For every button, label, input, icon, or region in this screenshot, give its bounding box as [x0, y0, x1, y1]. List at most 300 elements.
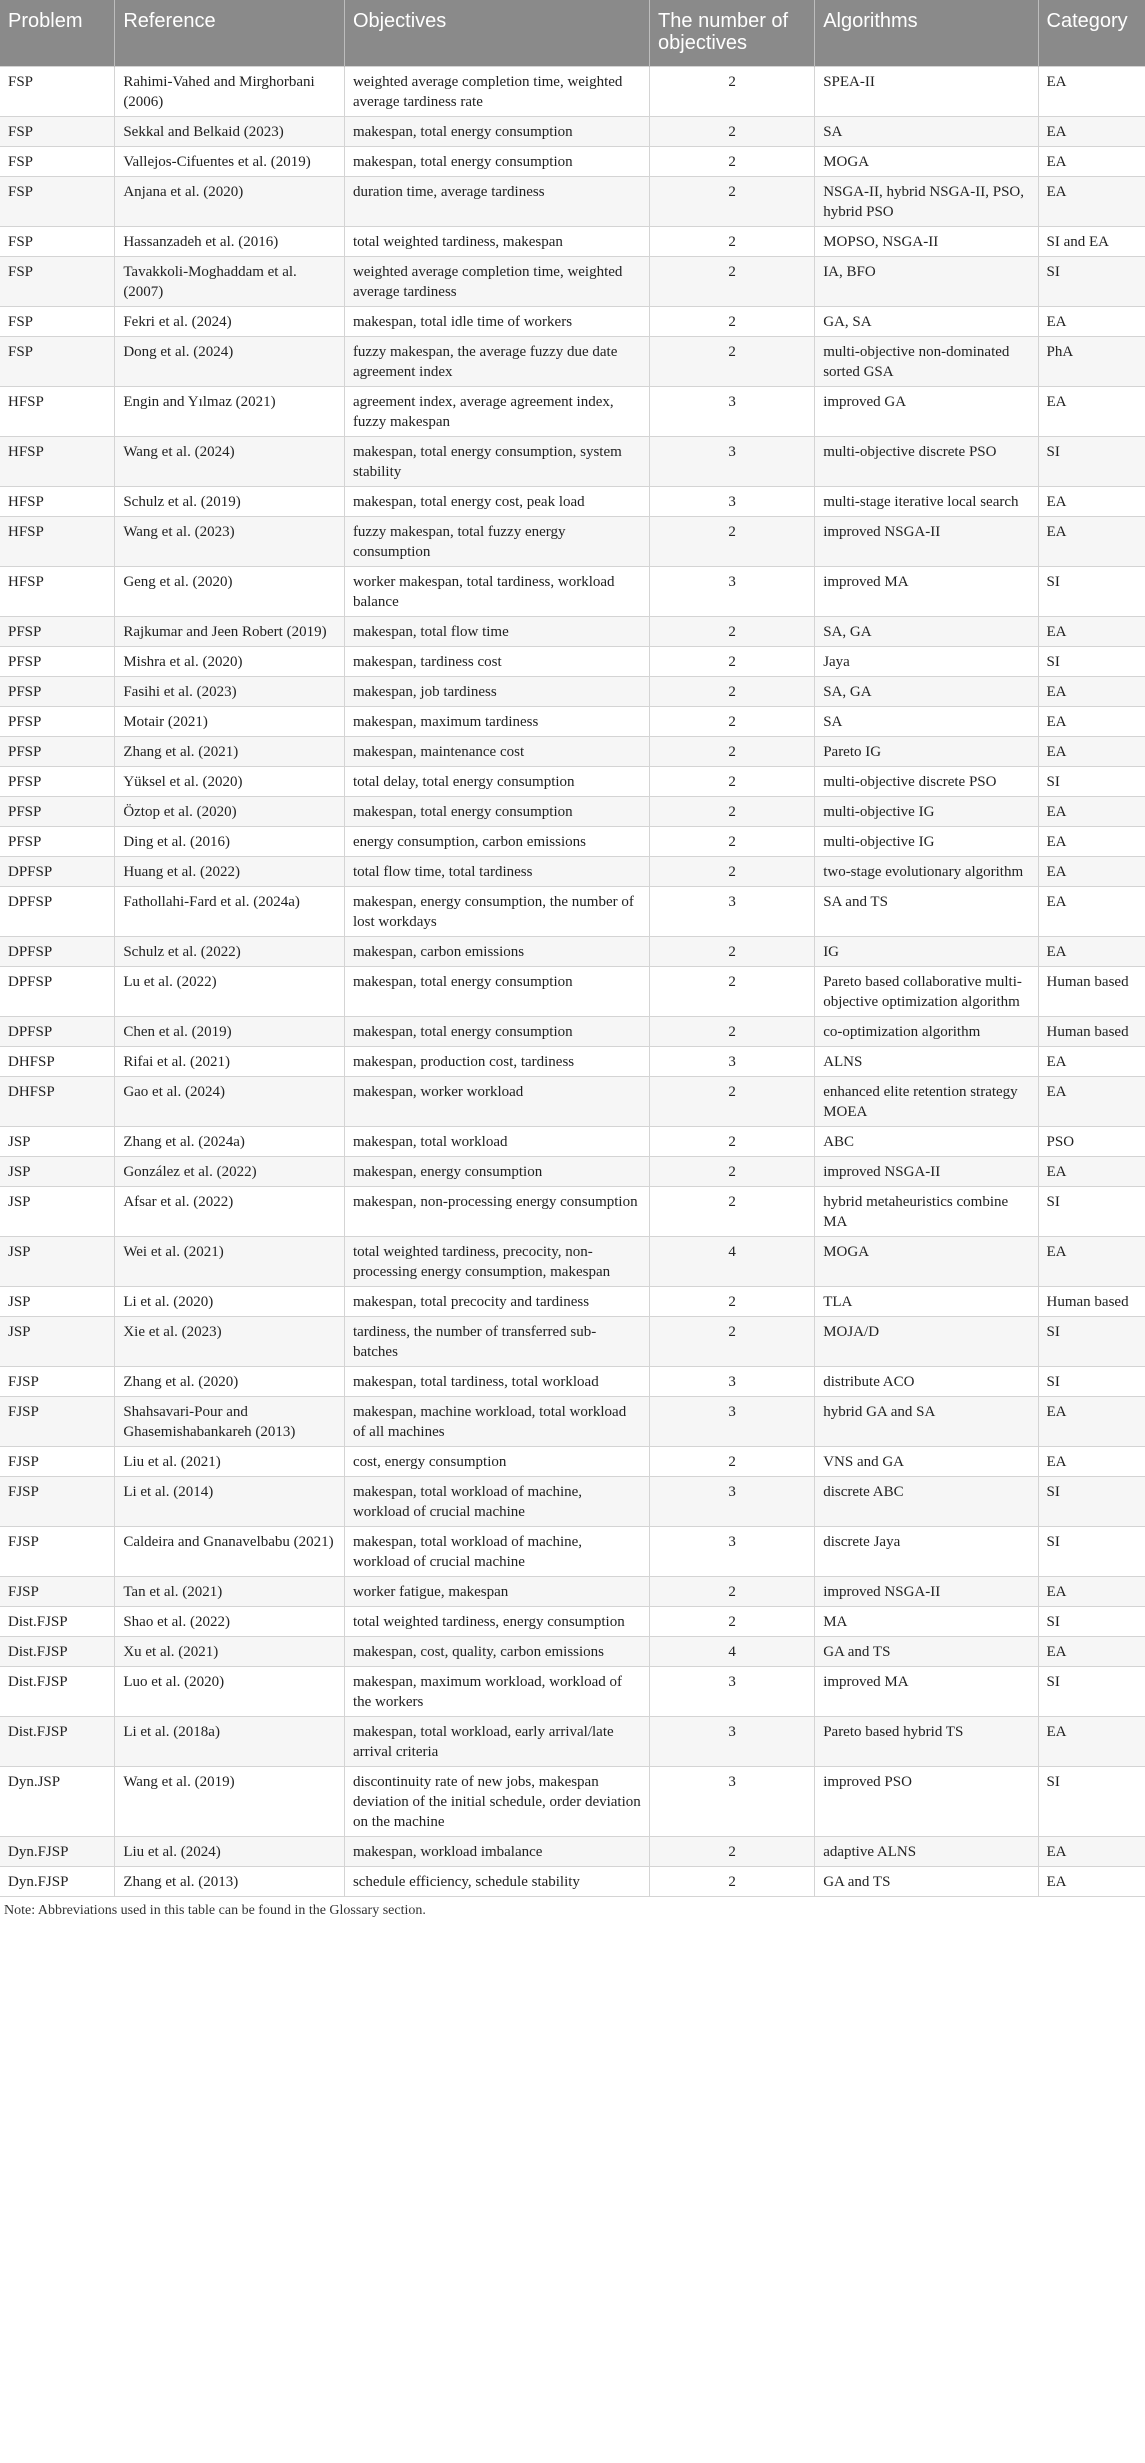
cell-objectives: makespan, job tardiness [344, 676, 649, 706]
cell-objective-count: 2 [650, 676, 815, 706]
header-category: Category [1038, 0, 1145, 66]
cell-objectives: duration time, average tardiness [344, 176, 649, 226]
cell-reference: Schulz et al. (2019) [115, 486, 345, 516]
cell-problem: JSP [0, 1126, 115, 1156]
cell-reference: Rahimi-Vahed and Mirghorbani (2006) [115, 66, 345, 116]
cell-problem: HFSP [0, 436, 115, 486]
table-row [0, 1836, 1145, 1866]
header-number-of-objectives: The number of objectives [650, 0, 815, 66]
cell-objectives: makespan, total workload, early arrival/late arrival criteria [344, 1716, 649, 1766]
table-row [0, 1766, 1145, 1836]
cell-problem: PFSP [0, 796, 115, 826]
cell-category: EA [1038, 936, 1145, 966]
cell-objective-count: 3 [650, 886, 815, 936]
table-row [0, 1526, 1145, 1576]
cell-objectives: makespan, total workload [344, 1126, 649, 1156]
cell-objective-count: 2 [650, 66, 815, 116]
cell-objectives: makespan, total energy consumption, system stability [344, 436, 649, 486]
cell-problem: FSP [0, 226, 115, 256]
cell-objectives: makespan, total energy cost, peak load [344, 486, 649, 516]
cell-problem: DPFSP [0, 966, 115, 1016]
table-row [0, 146, 1145, 176]
cell-category: SI [1038, 1476, 1145, 1526]
cell-algorithms: TLA [815, 1286, 1038, 1316]
cell-objective-count: 2 [650, 336, 815, 386]
cell-reference: Mishra et al. (2020) [115, 646, 345, 676]
table-row [0, 1716, 1145, 1766]
table-row [0, 966, 1145, 1016]
cell-category: SI [1038, 436, 1145, 486]
table-row [0, 1286, 1145, 1316]
cell-category: EA [1038, 516, 1145, 566]
cell-algorithms: multi-stage iterative local search [815, 486, 1038, 516]
cell-objective-count: 4 [650, 1236, 815, 1286]
cell-reference: Sekkal and Belkaid (2023) [115, 116, 345, 146]
cell-category: SI [1038, 1186, 1145, 1236]
cell-problem: FJSP [0, 1396, 115, 1446]
cell-algorithms: GA and TS [815, 1636, 1038, 1666]
cell-problem: JSP [0, 1236, 115, 1286]
cell-objectives: worker makespan, total tardiness, workload balance [344, 566, 649, 616]
cell-reference: Hassanzadeh et al. (2016) [115, 226, 345, 256]
cell-objective-count: 2 [650, 1076, 815, 1126]
cell-algorithms: SPEA-II [815, 66, 1038, 116]
cell-objective-count: 3 [650, 566, 815, 616]
cell-problem: HFSP [0, 566, 115, 616]
cell-algorithms: improved GA [815, 386, 1038, 436]
cell-category: EA [1038, 736, 1145, 766]
cell-objectives: makespan, total energy consumption [344, 966, 649, 1016]
cell-objectives: fuzzy makespan, total fuzzy energy consumption [344, 516, 649, 566]
cell-algorithms: multi-objective IG [815, 826, 1038, 856]
cell-problem: HFSP [0, 486, 115, 516]
cell-category: SI [1038, 1606, 1145, 1636]
cell-objective-count: 2 [650, 826, 815, 856]
cell-reference: Zhang et al. (2021) [115, 736, 345, 766]
cell-problem: PFSP [0, 706, 115, 736]
table-row [0, 1576, 1145, 1606]
cell-problem: FJSP [0, 1576, 115, 1606]
cell-category: Human based [1038, 1286, 1145, 1316]
cell-objective-count: 2 [650, 1316, 815, 1366]
cell-category: SI [1038, 1366, 1145, 1396]
table-row [0, 1016, 1145, 1046]
cell-reference: Wang et al. (2023) [115, 516, 345, 566]
cell-category: Human based [1038, 1016, 1145, 1046]
cell-reference: Schulz et al. (2022) [115, 936, 345, 966]
cell-category: EA [1038, 1716, 1145, 1766]
cell-problem: DHFSP [0, 1076, 115, 1126]
cell-reference: Zhang et al. (2024a) [115, 1126, 345, 1156]
table-row [0, 1636, 1145, 1666]
header-row [0, 0, 1145, 66]
cell-reference: Yüksel et al. (2020) [115, 766, 345, 796]
cell-problem: FSP [0, 336, 115, 386]
cell-objective-count: 2 [650, 226, 815, 256]
table-row [0, 826, 1145, 856]
cell-category: SI [1038, 1526, 1145, 1576]
cell-problem: FSP [0, 116, 115, 146]
cell-category: EA [1038, 706, 1145, 736]
cell-algorithms: Pareto IG [815, 736, 1038, 766]
cell-problem: FJSP [0, 1366, 115, 1396]
table-row [0, 436, 1145, 486]
cell-problem: Dyn.FJSP [0, 1836, 115, 1866]
cell-category: EA [1038, 176, 1145, 226]
cell-reference: Vallejos-Cifuentes et al. (2019) [115, 146, 345, 176]
cell-category: EA [1038, 386, 1145, 436]
cell-objectives: tardiness, the number of transferred sub-batches [344, 1316, 649, 1366]
cell-objectives: weighted average completion time, weighted average tardiness rate [344, 66, 649, 116]
cell-objectives: cost, energy consumption [344, 1446, 649, 1476]
cell-category: EA [1038, 616, 1145, 646]
table-row [0, 886, 1145, 936]
cell-reference: Li et al. (2018a) [115, 1716, 345, 1766]
cell-objective-count: 3 [650, 1766, 815, 1836]
cell-objectives: makespan, total energy consumption [344, 1016, 649, 1046]
cell-algorithms: improved NSGA-II [815, 1156, 1038, 1186]
cell-problem: FJSP [0, 1476, 115, 1526]
cell-objectives: makespan, total flow time [344, 616, 649, 646]
cell-objective-count: 2 [650, 516, 815, 566]
cell-reference: Wang et al. (2024) [115, 436, 345, 486]
cell-algorithms: GA and TS [815, 1866, 1038, 1896]
cell-problem: PFSP [0, 736, 115, 766]
cell-objectives: makespan, maximum tardiness [344, 706, 649, 736]
cell-objectives: makespan, total energy consumption [344, 796, 649, 826]
cell-algorithms: improved MA [815, 1666, 1038, 1716]
cell-objective-count: 2 [650, 146, 815, 176]
cell-objective-count: 2 [650, 1606, 815, 1636]
cell-category: SI [1038, 1316, 1145, 1366]
cell-algorithms: distribute ACO [815, 1366, 1038, 1396]
cell-reference: Motair (2021) [115, 706, 345, 736]
cell-category: Human based [1038, 966, 1145, 1016]
header-problem: Problem [0, 0, 115, 66]
cell-algorithms: SA, GA [815, 616, 1038, 646]
table-row [0, 1866, 1145, 1896]
cell-category: EA [1038, 886, 1145, 936]
cell-problem: Dist.FJSP [0, 1716, 115, 1766]
cell-algorithms: GA, SA [815, 306, 1038, 336]
cell-algorithms: improved NSGA-II [815, 1576, 1038, 1606]
cell-algorithms: adaptive ALNS [815, 1836, 1038, 1866]
table-row [0, 1446, 1145, 1476]
cell-reference: González et al. (2022) [115, 1156, 345, 1186]
cell-category: EA [1038, 1076, 1145, 1126]
cell-problem: Dist.FJSP [0, 1666, 115, 1716]
cell-category: SI [1038, 646, 1145, 676]
cell-category: EA [1038, 66, 1145, 116]
cell-problem: DPFSP [0, 856, 115, 886]
cell-objective-count: 3 [650, 1526, 815, 1576]
cell-algorithms: improved PSO [815, 1766, 1038, 1836]
table-note: Note: Abbreviations used in this table can be found in the Glossary section. [4, 1902, 426, 1918]
cell-objective-count: 2 [650, 856, 815, 886]
cell-category: SI [1038, 766, 1145, 796]
cell-problem: Dist.FJSP [0, 1636, 115, 1666]
cell-objectives: makespan, total tardiness, total workload [344, 1366, 649, 1396]
cell-algorithms: SA, GA [815, 676, 1038, 706]
cell-reference: Engin and Yılmaz (2021) [115, 386, 345, 436]
table-row [0, 256, 1145, 306]
cell-reference: Tavakkoli-Moghaddam et al. (2007) [115, 256, 345, 306]
cell-problem: FSP [0, 146, 115, 176]
cell-reference: Lu et al. (2022) [115, 966, 345, 1016]
table-row [0, 386, 1145, 436]
cell-reference: Fasihi et al. (2023) [115, 676, 345, 706]
cell-reference: Huang et al. (2022) [115, 856, 345, 886]
cell-algorithms: ABC [815, 1126, 1038, 1156]
table-row [0, 1316, 1145, 1366]
table-row [0, 706, 1145, 736]
cell-algorithms: MA [815, 1606, 1038, 1636]
table-row [0, 176, 1145, 226]
cell-algorithms: discrete Jaya [815, 1526, 1038, 1576]
cell-reference: Shao et al. (2022) [115, 1606, 345, 1636]
cell-category: EA [1038, 676, 1145, 706]
cell-algorithms: two-stage evolutionary algorithm [815, 856, 1038, 886]
cell-objectives: makespan, tardiness cost [344, 646, 649, 676]
cell-category: SI [1038, 1666, 1145, 1716]
table-row [0, 306, 1145, 336]
cell-objective-count: 2 [650, 1286, 815, 1316]
cell-objective-count: 2 [650, 116, 815, 146]
cell-objective-count: 2 [650, 306, 815, 336]
cell-algorithms: MOJA/D [815, 1316, 1038, 1366]
cell-algorithms: SA [815, 116, 1038, 146]
cell-algorithms: Pareto based hybrid TS [815, 1716, 1038, 1766]
cell-objectives: makespan, energy consumption [344, 1156, 649, 1186]
cell-objectives: makespan, total workload of machine, workload of crucial machine [344, 1526, 649, 1576]
cell-objectives: total weighted tardiness, energy consumption [344, 1606, 649, 1636]
table-row [0, 66, 1145, 116]
cell-category: EA [1038, 1396, 1145, 1446]
cell-objectives: total delay, total energy consumption [344, 766, 649, 796]
table-row [0, 116, 1145, 146]
cell-algorithms: MOGA [815, 146, 1038, 176]
cell-objective-count: 3 [650, 386, 815, 436]
cell-reference: Luo et al. (2020) [115, 1666, 345, 1716]
cell-category: SI [1038, 566, 1145, 616]
table-row [0, 766, 1145, 796]
cell-reference: Rajkumar and Jeen Robert (2019) [115, 616, 345, 646]
cell-objective-count: 2 [650, 1446, 815, 1476]
cell-problem: JSP [0, 1286, 115, 1316]
table-row [0, 1396, 1145, 1446]
cell-objective-count: 3 [650, 1396, 815, 1446]
table-row [0, 1186, 1145, 1236]
cell-problem: PFSP [0, 676, 115, 706]
cell-reference: Öztop et al. (2020) [115, 796, 345, 826]
cell-objectives: makespan, maximum workload, workload of the workers [344, 1666, 649, 1716]
cell-algorithms: multi-objective discrete PSO [815, 766, 1038, 796]
cell-reference: Ding et al. (2016) [115, 826, 345, 856]
cell-problem: FSP [0, 176, 115, 226]
cell-reference: Liu et al. (2021) [115, 1446, 345, 1476]
cell-problem: PFSP [0, 766, 115, 796]
cell-objectives: total weighted tardiness, precocity, non-processing energy consumption, makespan [344, 1236, 649, 1286]
cell-problem: Dist.FJSP [0, 1606, 115, 1636]
cell-algorithms: IA, BFO [815, 256, 1038, 306]
cell-problem: DPFSP [0, 1016, 115, 1046]
cell-category: EA [1038, 1636, 1145, 1666]
cell-reference: Gao et al. (2024) [115, 1076, 345, 1126]
cell-problem: FSP [0, 306, 115, 336]
cell-algorithms: improved NSGA-II [815, 516, 1038, 566]
cell-reference: Rifai et al. (2021) [115, 1046, 345, 1076]
table-row [0, 646, 1145, 676]
cell-reference: Shahsavari-Pour and Ghasemishabankareh (2013) [115, 1396, 345, 1446]
cell-objective-count: 3 [650, 486, 815, 516]
cell-reference: Chen et al. (2019) [115, 1016, 345, 1046]
cell-objective-count: 2 [650, 256, 815, 306]
cell-problem: FJSP [0, 1446, 115, 1476]
cell-objectives: makespan, energy consumption, the number of lost workdays [344, 886, 649, 936]
cell-category: EA [1038, 116, 1145, 146]
cell-objectives: makespan, total precocity and tardiness [344, 1286, 649, 1316]
cell-category: SI [1038, 256, 1145, 306]
cell-category: EA [1038, 1866, 1145, 1896]
table-row [0, 1126, 1145, 1156]
cell-objective-count: 3 [650, 1476, 815, 1526]
cell-reference: Geng et al. (2020) [115, 566, 345, 616]
cell-objectives: schedule efficiency, schedule stability [344, 1866, 649, 1896]
cell-algorithms: MOGA [815, 1236, 1038, 1286]
cell-problem: HFSP [0, 386, 115, 436]
cell-reference: Wang et al. (2019) [115, 1766, 345, 1836]
table-row [0, 566, 1145, 616]
cell-objective-count: 2 [650, 616, 815, 646]
cell-algorithms: co-optimization algorithm [815, 1016, 1038, 1046]
cell-objectives: agreement index, average agreement index, fuzzy makespan [344, 386, 649, 436]
cell-objective-count: 2 [650, 966, 815, 1016]
table-row [0, 1236, 1145, 1286]
cell-objective-count: 3 [650, 1716, 815, 1766]
cell-objectives: makespan, total idle time of workers [344, 306, 649, 336]
cell-objective-count: 2 [650, 936, 815, 966]
cell-reference: Tan et al. (2021) [115, 1576, 345, 1606]
cell-algorithms: Jaya [815, 646, 1038, 676]
cell-category: EA [1038, 486, 1145, 516]
cell-reference: Fathollahi-Fard et al. (2024a) [115, 886, 345, 936]
header-objectives: Objectives [344, 0, 649, 66]
table-row [0, 676, 1145, 706]
cell-objective-count: 2 [650, 766, 815, 796]
cell-objectives: makespan, maintenance cost [344, 736, 649, 766]
cell-algorithms: ALNS [815, 1046, 1038, 1076]
cell-category: EA [1038, 1576, 1145, 1606]
cell-objectives: makespan, carbon emissions [344, 936, 649, 966]
cell-objective-count: 4 [650, 1636, 815, 1666]
cell-algorithms: multi-objective non-dominated sorted GSA [815, 336, 1038, 386]
cell-category: PhA [1038, 336, 1145, 386]
cell-objectives: makespan, worker workload [344, 1076, 649, 1126]
cell-objectives: makespan, workload imbalance [344, 1836, 649, 1866]
cell-objectives: makespan, non-processing energy consumption [344, 1186, 649, 1236]
cell-problem: FSP [0, 66, 115, 116]
cell-problem: PFSP [0, 646, 115, 676]
cell-objectives: discontinuity rate of new jobs, makespan deviation of the initial schedule, order deviation on the machine [344, 1766, 649, 1836]
table-row [0, 1076, 1145, 1126]
cell-objective-count: 2 [650, 646, 815, 676]
cell-algorithms: IG [815, 936, 1038, 966]
cell-category: SI and EA [1038, 226, 1145, 256]
table-row [0, 936, 1145, 966]
cell-algorithms: hybrid GA and SA [815, 1396, 1038, 1446]
cell-category: EA [1038, 1236, 1145, 1286]
cell-algorithms: Pareto based collaborative multi-objective optimization algorithm [815, 966, 1038, 1016]
cell-objectives: worker fatigue, makespan [344, 1576, 649, 1606]
cell-algorithms: discrete ABC [815, 1476, 1038, 1526]
cell-objective-count: 2 [650, 1836, 815, 1866]
table-row [0, 1366, 1145, 1396]
cell-algorithms: improved MA [815, 566, 1038, 616]
table-row [0, 1606, 1145, 1636]
table-row [0, 1666, 1145, 1716]
table-row [0, 1046, 1145, 1076]
cell-objective-count: 3 [650, 1046, 815, 1076]
cell-objective-count: 2 [650, 1186, 815, 1236]
cell-problem: PFSP [0, 826, 115, 856]
table-row [0, 486, 1145, 516]
cell-algorithms: multi-objective IG [815, 796, 1038, 826]
cell-reference: Dong et al. (2024) [115, 336, 345, 386]
cell-algorithms: VNS and GA [815, 1446, 1038, 1476]
cell-reference: Zhang et al. (2013) [115, 1866, 345, 1896]
cell-algorithms: enhanced elite retention strategy MOEA [815, 1076, 1038, 1126]
cell-reference: Anjana et al. (2020) [115, 176, 345, 226]
cell-objective-count: 3 [650, 1366, 815, 1396]
cell-reference: Zhang et al. (2020) [115, 1366, 345, 1396]
cell-algorithms: MOPSO, NSGA-II [815, 226, 1038, 256]
cell-objective-count: 2 [650, 706, 815, 736]
cell-objective-count: 2 [650, 1576, 815, 1606]
cell-reference: Li et al. (2020) [115, 1286, 345, 1316]
cell-problem: DPFSP [0, 886, 115, 936]
cell-objective-count: 2 [650, 1126, 815, 1156]
cell-problem: PFSP [0, 616, 115, 646]
table-row [0, 856, 1145, 886]
cell-reference: Wei et al. (2021) [115, 1236, 345, 1286]
cell-objectives: total flow time, total tardiness [344, 856, 649, 886]
cell-objectives: energy consumption, carbon emissions [344, 826, 649, 856]
cell-reference: Liu et al. (2024) [115, 1836, 345, 1866]
cell-algorithms: multi-objective discrete PSO [815, 436, 1038, 486]
table-row [0, 226, 1145, 256]
cell-reference: Afsar et al. (2022) [115, 1186, 345, 1236]
cell-objective-count: 2 [650, 736, 815, 766]
cell-category: EA [1038, 796, 1145, 826]
table-row [0, 1156, 1145, 1186]
table-row [0, 616, 1145, 646]
cell-problem: DPFSP [0, 936, 115, 966]
cell-category: PSO [1038, 1126, 1145, 1156]
cell-objectives: makespan, machine workload, total workload of all machines [344, 1396, 649, 1446]
cell-algorithms: hybrid metaheuristics combine MA [815, 1186, 1038, 1236]
cell-category: EA [1038, 826, 1145, 856]
cell-category: EA [1038, 306, 1145, 336]
cell-objective-count: 2 [650, 796, 815, 826]
cell-problem: DHFSP [0, 1046, 115, 1076]
cell-objective-count: 3 [650, 436, 815, 486]
cell-category: EA [1038, 1836, 1145, 1866]
cell-algorithms: NSGA-II, hybrid NSGA-II, PSO, hybrid PSO [815, 176, 1038, 226]
cell-objective-count: 2 [650, 1016, 815, 1046]
cell-reference: Li et al. (2014) [115, 1476, 345, 1526]
cell-objective-count: 2 [650, 1866, 815, 1896]
table-row [0, 796, 1145, 826]
